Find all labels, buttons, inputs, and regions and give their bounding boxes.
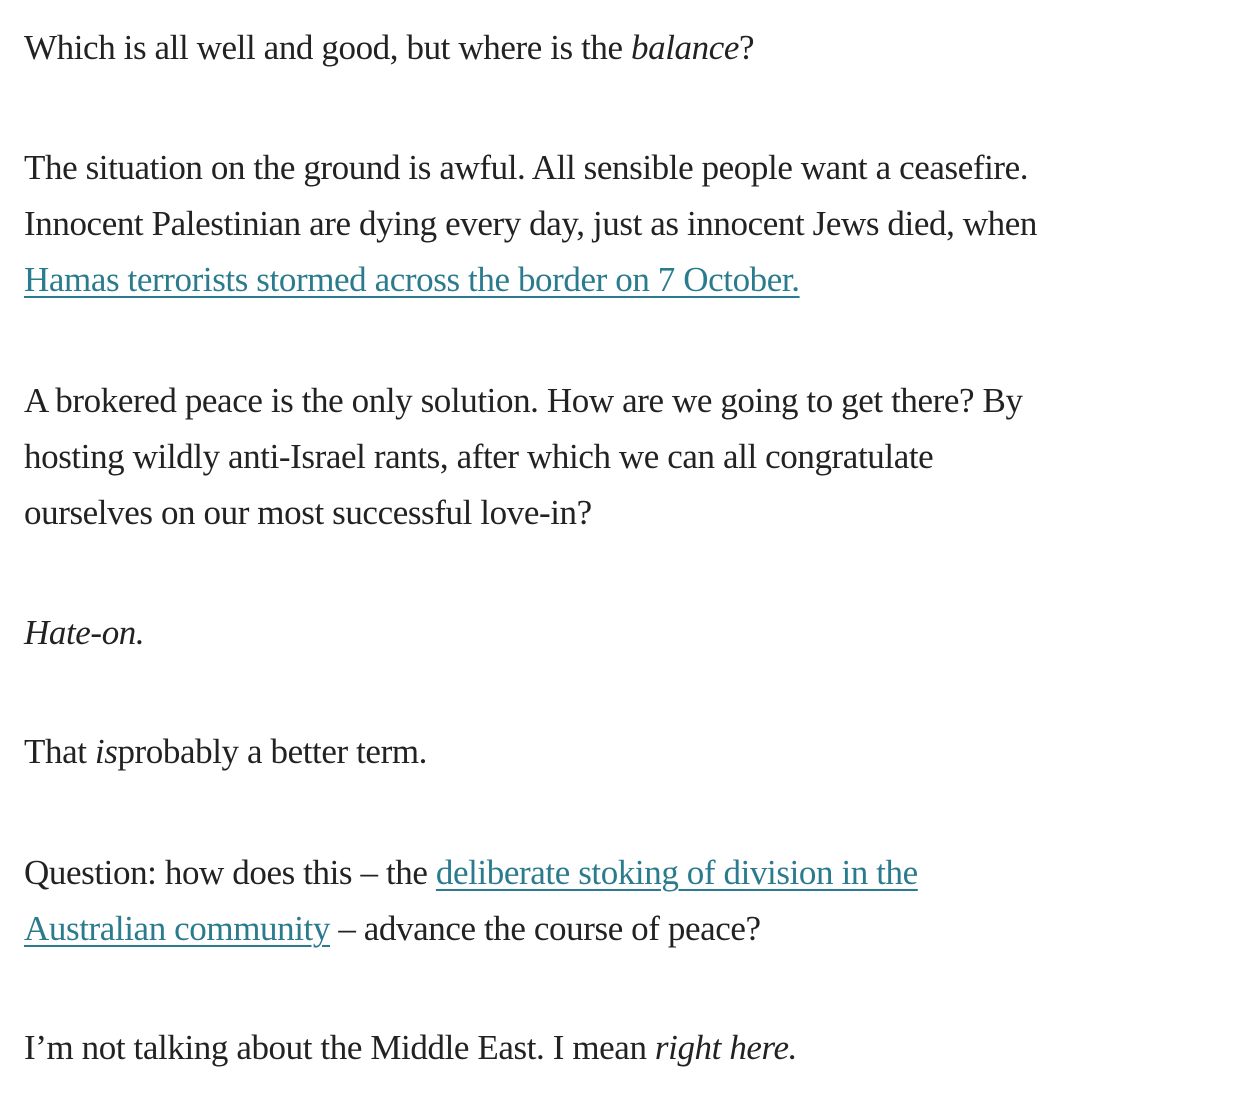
paragraph-hate-on — [24, 605, 144, 661]
emphasis-balance: balance — [631, 28, 739, 67]
emphasis-hate-on: Hate-on. — [24, 613, 145, 652]
paragraph-line: The situation on the ground is awful. All sensible people want a ceasefire. — [24, 148, 1029, 187]
division-link-part-2[interactable]: Australian community — [24, 909, 330, 948]
paragraph-punctuation: ? — [739, 28, 755, 67]
paragraph-question — [24, 845, 918, 957]
paragraph-line: Innocent Palestinian are dying every day, just as innocent Jews died, when — [24, 204, 1037, 243]
paragraph-line — [24, 901, 918, 957]
paragraph-text: Question: how does this – the — [24, 853, 436, 892]
paragraph-text: probably a better term. — [117, 732, 427, 771]
paragraph-line — [24, 845, 918, 901]
emphasis-is: is — [94, 732, 118, 771]
paragraph-line — [24, 252, 1037, 308]
paragraph-balance — [24, 20, 754, 76]
emphasis-right-here: right here. — [654, 1028, 797, 1067]
paragraph-text: That — [24, 732, 95, 771]
division-link-part-1[interactable]: deliberate stoking of division in the — [435, 853, 918, 892]
paragraph-text: I’m not talking about the Middle East. I mean — [24, 1028, 655, 1067]
paragraph-text: – advance the course of peace? — [329, 909, 761, 948]
paragraph-line: A brokered peace is the only solution. How are we going to get there? By — [24, 381, 1023, 420]
hamas-october-link[interactable]: Hamas terrorists stormed across the border on 7 October. — [24, 260, 800, 299]
paragraph-right-here — [24, 1020, 797, 1076]
paragraph-line: hosting wildly anti-Israel rants, after which we can all congratulate — [24, 437, 934, 476]
paragraph-text: Which is all well and good, but where is the — [24, 28, 631, 67]
paragraph-better-term — [24, 724, 427, 780]
paragraph-situation — [24, 140, 1037, 308]
paragraph-line: ourselves on our most successful love-in? — [24, 493, 592, 532]
paragraph-brokered-peace — [24, 373, 1023, 541]
